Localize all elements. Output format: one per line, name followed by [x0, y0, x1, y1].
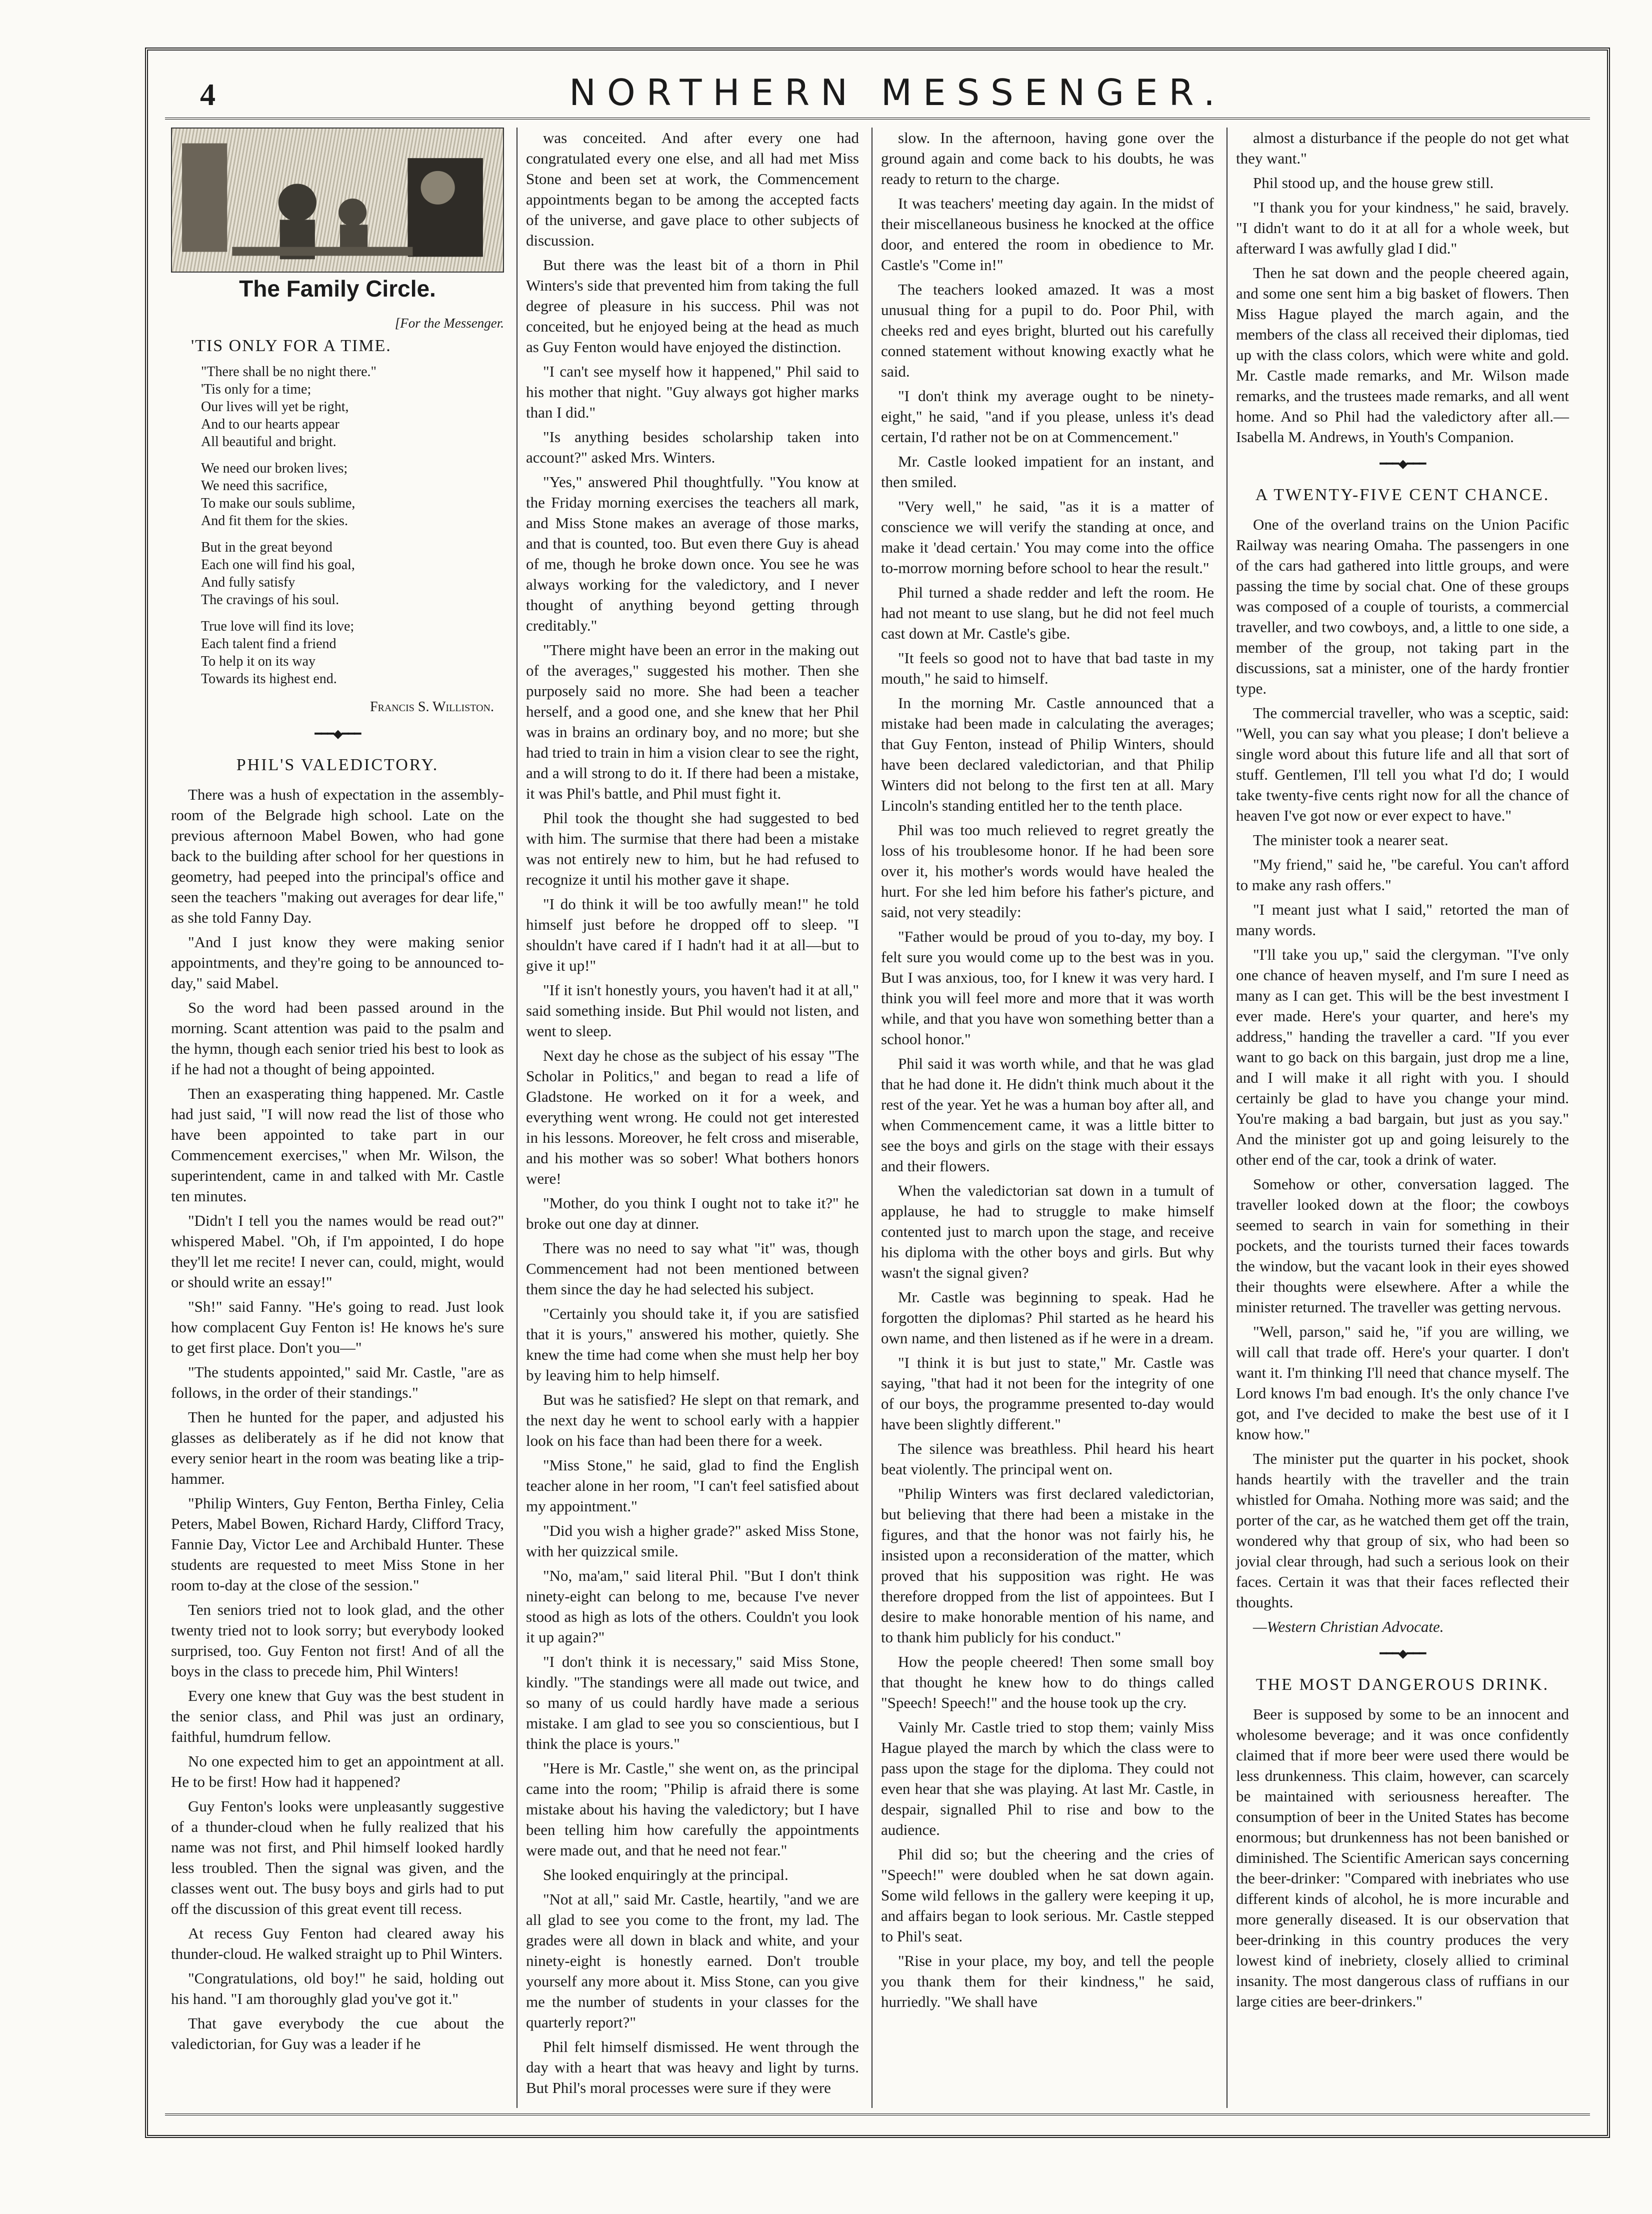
poem-line: "There shall be no night there." [201, 364, 376, 380]
poem-line: 'Tis only for a time; [201, 382, 312, 397]
article-source: —Western Christian Advocate. [1253, 1618, 1444, 1635]
poem-line: The cravings of his soul. [201, 592, 340, 608]
article-paragraph: "Very well," he said, "as it is a matter of conscience we will verify the standing at once, and make it 'dead certain.' You may come into the office to-morrow morning before school to hear the result." [881, 498, 1214, 577]
article-paragraph: "I think it is but just to state," Mr. Castle was saying, "that had it not been for the integrity of one of our boys, the programme presented to-day would have been slightly different." [881, 1354, 1214, 1433]
article-paragraph: "Did you wish a higher grade?" asked Miss Stone, with her quizzical smile. [526, 1522, 859, 1560]
article-paragraph: No one expected him to get an appointment at all. He to be first! How had it happened? [171, 1752, 504, 1790]
poem-line: Each one will find his goal, [201, 557, 355, 573]
poem-line: Our lives will yet be right, [201, 399, 349, 415]
article-paragraph: "The students appointed," said Mr. Castle, "are as follows, in the order of their standings." [171, 1363, 504, 1401]
article-paragraph: Vainly Mr. Castle tried to stop them; vainly Miss Hague played the march by which the class were to pass upon the stage for the diploma. They could not even hear that she was playing. At last Mr. Castle, in despair, signalled Phil to rise and bow to the audience. [881, 1718, 1214, 1838]
column-rule [1226, 128, 1228, 2108]
poem-stanza [201, 539, 504, 609]
poem-line: True love will find its love; [201, 619, 354, 634]
article-paragraph: "Rise in your place, my boy, and tell the people you thank them for their kindness," he said, hurriedly. "We shall have [881, 1952, 1214, 2010]
article-paragraph: Mr. Castle looked impatient for an instant, and then smiled. [881, 453, 1214, 491]
article-paragraph: "Certainly you should take it, if you are satisfied that it is yours," answered his mother, quietly. She knew the time had come when she must help her boy by leaving him to help himself. [526, 1305, 859, 1384]
article-paragraph: The minister took a nearer seat. [1253, 831, 1448, 849]
article-paragraph: That gave everybody the cue about the valedictorian, for Guy was a leader if he [171, 2014, 504, 2052]
article-paragraph: "Here is Mr. Castle," she went on, as the principal came into the room; "Philip is afraid there is some mistake about his having the valedictory; but I have been telling him how carefully the appointments were made out, and that he need not fear." [526, 1759, 859, 1859]
article-title: PHIL'S VALEDICTORY. [236, 756, 439, 774]
article-paragraph: "And I just know they were making senior appointments, and they're going to be announced to-day," said Mabel. [171, 933, 504, 992]
article-paragraph: There was no need to say what "it" was, though Commencement had not been mentioned between them since the day he had selected his subject. [526, 1239, 859, 1298]
article-paragraph: Then he hunted for the paper, and adjusted his glasses as deliberately as if he did not know that every senior heart in the room was beating like a trip-hammer. [171, 1408, 504, 1487]
ornament-divider: ━━━◆━━━ [1380, 458, 1426, 471]
article-paragraph: "If it isn't honestly yours, you haven't had it at all," said something inside. But Phil would not listen, and went to sleep. [526, 981, 859, 1040]
article-paragraph: "Yes," answered Phil thoughtfully. "You know at the Friday morning exercises the teachers all mark, and Miss Stone makes an average of those marks, and that is counted, too. But even there Guy is ahead of me, though he broke down once. You see he was always working for the valedictory, and I never thought of anything beyond getting through creditably." [526, 473, 859, 634]
article-paragraph: "Well, parson," said he, "if you are willing, we will call that trade off. Here's your quarter. I don't want it. I'm thinking I'll need that chance myself. The Lord knows I'm bad enough. It's the only chance I've got, and I've decided to make the best use of it I know how." [1236, 1323, 1569, 1443]
article-paragraph: Phil said it was worth while, and that he was glad that he had done it. He didn't think much about it the rest of the year. Yet he was a human boy after all, and when Commencement came, it was a little bitter to see the boys and girls on the stage with their essays and their flowers. [881, 1055, 1214, 1175]
poem-line: Towards its highest end. [201, 671, 337, 687]
poem-line: And to our hearts appear [201, 417, 340, 432]
footer-rule [165, 2113, 1590, 2119]
article-body [526, 128, 859, 2098]
poem-author: Francis S. Williston. [370, 699, 494, 715]
article-body [881, 128, 1214, 2012]
article-body [171, 784, 504, 2054]
article-body [1236, 1704, 1569, 2011]
column-2 [520, 128, 865, 2108]
ornament-divider: ━━━◆━━━ [314, 728, 360, 741]
article-paragraph: "No, ma'am," said literal Phil. "But I don't think ninety-eight can belong to me, because I've never stood as high as lots of the others. Couldn't you look it up again?" [526, 1567, 859, 1646]
page-number: 4 [200, 78, 216, 112]
poem-line: We need our broken lives; [201, 461, 348, 476]
article-paragraph: Phil turned a shade redder and left the room. He had not meant to use slang, but he did not feel much cast down at Mr. Castle's gibe. [881, 584, 1214, 642]
article-paragraph: Every one knew that Guy was the best student in the senior class, and Phil was just an ordinary, faithful, humdrum fellow. [171, 1687, 504, 1745]
column-3 [875, 128, 1220, 2108]
page-header [165, 63, 1590, 120]
article-paragraph: Then he sat down and the people cheered again, and some one sent him a big basket of flowers. Then Miss Hague played the march again, and the members of the class all received their diplomas, tied up with the class colors, which were white and gold. Mr. Castle made remarks, and Mr. Wilson made remarks, and the trustees made remarks, and all went home. And so Phil had the valedictory after all.— Isabella M. Andrews, in Youth's Companion. [1236, 264, 1569, 446]
article-paragraph: "Didn't I tell you the names would be read out?" whispered Mabel. "Oh, if I'm appointed, I do hope they'll let me recite! I never can, could, might, would or should write an essay!" [171, 1212, 504, 1291]
column-4 [1230, 128, 1575, 2108]
column-rule [516, 128, 518, 2108]
article-paragraph: There was a hush of expectation in the assembly-room of the Belgrade high school. Late on the previous afternoon Mabel Bowen, who had gone back to the building after school for her questions in geometry, had peeped into the principal's office and seen the teachers "making out averages for dear life," as she told Fanny Day. [171, 786, 504, 926]
article-paragraph: Ten seniors tried not to look glad, and the other twenty tried not to look sorry; but everybody looked surprised, too. Guy Fenton not first! And of all the boys in the class to precede him, Phil Winters! [171, 1601, 504, 1680]
article-body [1236, 128, 1569, 447]
column-1 [165, 128, 510, 2108]
article-paragraph: "I can't see myself how it happened," Phil said to his mother that night. "Guy always got higher marks than I did." [526, 363, 859, 421]
poem-line: All beautiful and bright. [201, 434, 336, 450]
article-paragraph: "Is anything besides scholarship taken into account?" asked Mrs. Winters. [526, 428, 859, 466]
article-paragraph: "I meant just what I said," retorted the man of many words. [1236, 901, 1569, 939]
article-body [1236, 514, 1569, 1612]
article-title: A TWENTY-FIVE CENT CHANCE. [1255, 486, 1550, 504]
article-paragraph: Phil stood up, and the house grew still. [1253, 174, 1494, 192]
article-paragraph: "Philip Winters, Guy Fenton, Bertha Finley, Celia Peters, Mabel Bowen, Richard Hardy, Clifford Tracy, Fannie Day, Victor Lee and Archibald Hunter. These students are requested to meet Miss Stone in her room to-day at the close of the session." [171, 1494, 504, 1594]
article-paragraph: Next day he chose as the subject of his essay "The Scholar in Politics," and began to read a life of Gladstone. He worked on it for a week, and everything went wrong. He could not get interested in his lessons. Moreover, he felt cross and miserable, and his mother was so sober! What bothers honors were! [526, 1047, 859, 1187]
poem-credit: [For the Messenger. [394, 316, 504, 331]
article-paragraph: Phil took the thought she had suggested to bed with him. The surmise that there had been a mistake was not entirely new to him, but he had refused to recognize it until his mother gave it shape. [526, 809, 859, 888]
poem-stanza [201, 618, 504, 688]
article-paragraph: slow. In the afternoon, having gone over the ground again and come back to his doubts, he was ready to return to the charge. [881, 129, 1214, 188]
article-paragraph: Mr. Castle was beginning to speak. Had he forgotten the diplomas? Phil started as he heard his own name, and then listened as if he were in a dream. [881, 1288, 1214, 1347]
article-paragraph: "I don't think my average ought to be ninety-eight," he said, "and if you please, unless it's dead certain, I'd rather not be on at Commencement." [881, 387, 1214, 446]
article-paragraph: Guy Fenton's looks were unpleasantly suggestive of a thunder-cloud when he fully realized that his name was not first, and Phil himself looked hardly less troubled. Then the signal was given, and the classes went out. The busy boys and girls had to put off the discussion of this great event till recess. [171, 1797, 504, 1917]
article-paragraph: Then an exasperating thing happened. Mr. Castle had just said, "I will now read the list of those who have been appointed to take part in our Commencement exercises," when Mr. Wilson, the superintendent, came in and talked with Mr. Castle ten minutes. [171, 1085, 504, 1205]
article-paragraph: One of the overland trains on the Union Pacific Railway was nearing Omaha. The passengers in one of the cars had gathered into little groups, and were passing the time by social chat. One of these groups was composed of a couple of tourists, a commercial traveller, and two cowboys, and, a little to one side, a member of the group, not taking part in the discussions, sat a minister, one of the hardy frontier type. [1236, 516, 1569, 697]
article-paragraph: In the morning Mr. Castle announced that a mistake had been made in calculating the averages; that Guy Fenton, instead of Philip Winters, should have been declared valedictorian, and that Philip Winters did not belong to the first ten at all. Mary Lincoln's standing entitled her to the tenth place. [881, 694, 1214, 814]
article-paragraph: "Mother, do you think I ought not to take it?" he broke out one day at dinner. [526, 1194, 859, 1232]
article-paragraph: But was he satisfied? He slept on that remark, and the next day he went to school early with a happier look on his face than had been there for a week. [526, 1391, 859, 1449]
article-paragraph: But there was the least bit of a thorn in Phil Winters's side that prevented him from taking the full degree of pleasure in his success. Phil was not conceited, but he enjoyed being at the head as much as Guy Fenton would have enjoyed the distinction. [526, 256, 859, 356]
article-paragraph: When the valedictorian sat down in a tumult of applause, he had to struggle to make himself contented just to march upon the stage, and receive his diploma with the other boys and girls. But why wasn't the signal given? [881, 1182, 1214, 1281]
article-paragraph: Beer is supposed by some to be an innocent and wholesome beverage; and it was once confidently claimed that if more beer were used there would be less drunkenness. This claim, however, can scarcely be maintained with seriousness hereafter. The consumption of beer in the United States has become enormous; but drunkenness has not been banished or diminished. The Scientific American says concerning the beer-drinker: "Compared with inebriates who use different kinds of alcohol, he is more incurable and more generally diseased. It is our observation that beer-drinking in this country produces the very lowest kind of inebriety, closely allied to criminal insanity. The most dangerous class of ruffians in our large cities are beer-drinkers." [1236, 1705, 1569, 2010]
article-paragraph: The silence was breathless. Phil heard his heart beat violently. The principal went on. [881, 1440, 1214, 1478]
article-paragraph: was conceited. And after every one had congratulated every one else, and all had met Miss Stone and been set at work, the Commencement appointments began to be among the accepted facts of the universe, and gave place to other subjects of discussion. [526, 129, 859, 249]
article-paragraph: So the word had been passed around in the morning. Scant attention was paid to the psalm and the hymn, though each senior tried his best to look as if he had not a thought of being appointed. [171, 999, 504, 1078]
article-paragraph: At recess Guy Fenton had cleared away his thunder-cloud. He walked straight up to Phil Winters. [171, 1924, 504, 1962]
article-paragraph: "My friend," said he, "be careful. You can't afford to make any rash offers." [1236, 856, 1569, 894]
poem-stanza [201, 363, 504, 451]
article-paragraph: Phil felt himself dismissed. He went through the day with a heart that was heavy and light by turns. But Phil's moral processes were sure if they were [526, 2038, 859, 2096]
article-paragraph: "Sh!" said Fanny. "He's going to read. Just look how complacent Guy Fenton is! He knows he's sure to get first place. Don't you—" [171, 1298, 504, 1356]
article-paragraph: almost a disturbance if the people do not get what they want." [1236, 129, 1569, 167]
poem-line: But in the great beyond [201, 540, 332, 555]
poem-title: 'TIS ONLY FOR A TIME. [191, 337, 392, 355]
article-paragraph: "I don't think it is necessary," said Miss Stone, kindly. "The standings were all made out twice, and so many of us could hardly have made a serious mistake. I am glad to see you so conscientious, but I think the place is yours." [526, 1653, 859, 1752]
article-paragraph: "Congratulations, old boy!" he said, holding out his hand. "I am thoroughly glad you've got it." [171, 1969, 504, 2007]
poem-line: To help it on its way [201, 654, 316, 669]
article-title: THE MOST DANGEROUS DRINK. [1256, 1675, 1550, 1694]
article-paragraph: "Philip Winters was first declared valedictorian, but believing that there had been a mistake in the figures, and that the honor was not fairly his, he insisted upon a reconsideration of the matter, which proved that his supposition was right. He was therefore dropped from the list of appointees. But I desire to make honorable mention of his name, and to thank him publicly for his conduct." [881, 1485, 1214, 1646]
poem [201, 363, 504, 688]
article-paragraph: "I thank you for your kindness," he said, bravely. "I didn't want to do it at all for a whole week, but afterward I was awfully glad I did." [1236, 199, 1569, 257]
poem-line: We need this sacrifice, [201, 478, 328, 494]
article-paragraph: The commercial traveller, who was a sceptic, said: "Well, you can say what you please; I don't believe a single word about this future life and all that sort of stuff. Gentlemen, I'll tell you what I'd do; I would take twenty-five cents right now for all the chance of heaven I've got now or ever expect to have." [1236, 704, 1569, 824]
article-paragraph: "Miss Stone," he said, glad to find the English teacher alone in her room, "I can't feel satisfied about my appointment." [526, 1456, 859, 1515]
article-paragraph: "Not at all," said Mr. Castle, heartily, "and we are all glad to see you come to the front, my lad. The grades were all down in black and white, and your ninety-eight is honestly earned. Don't trouble yourself any more about it. Miss Stone, can you give me the number of students in your classes for the quarterly report?" [526, 1890, 859, 2031]
article-paragraph: The teachers looked amazed. It was a most unusual thing for a pupil to do. Poor Phil, with cheeks red and eyes bright, blurted out his carefully conned statement without knowing exactly what he said. [881, 281, 1214, 380]
article-paragraph: "Father would be proud of you to-day, my boy. I felt sure you would come up to the best was in you. But I was anxious, too, for I knew it was very hard. I think you will feel more and more that it was worth while, and that you have won something better than a school honor." [881, 928, 1214, 1048]
article-paragraph: She looked enquiringly at the principal. [543, 1866, 788, 1883]
poem-line: And fit them for the skies. [201, 513, 348, 529]
poem-line: Each talent find a friend [201, 636, 336, 652]
poem-line: And fully satisfy [201, 575, 296, 590]
article-paragraph: Phil was too much relieved to regret greatly the loss of his troublesome honor. If he had been sore over it, his mother's words would have healed the hurt. For she led him before his father's picture, and said, not very steadily: [881, 821, 1214, 921]
article-paragraph: "I do think it will be too awfully mean!" he told himself just before he dropped off to sleep. "I shouldn't have cared if I hadn't had it at all—but to give it up!" [526, 895, 859, 974]
ornament-divider: ━━━◆━━━ [1380, 1647, 1426, 1660]
article-paragraph: How the people cheered! Then some small boy that thought he knew how to do things called "Speech! Speech!" and the house took up the cry. [881, 1653, 1214, 1711]
section-title: The Family Circle. [239, 276, 436, 302]
article-paragraph: "It feels so good not to have that bad taste in my mouth," he said to himself. [881, 649, 1214, 687]
article-paragraph: "I'll take you up," said the clergyman. "I've only one chance of heaven myself, and I'm sure I need as many as I can get. This will be the best investment I ever made. Here's your quarter, and here's my address," handing the traveller a card. "If you ever want to go back on this bargain, just drop me a line, and I will make it all right with you. I should certainly be glad to have you change your mind. You're making a bad bargain, but just as you say." And the minister got up and going leisurely to the other end of the car, took a drink of water. [1236, 946, 1569, 1168]
article-paragraph: "There might have been an error in the making out of the averages," suggested his mother. Then she purposely said no more. She had been a teacher herself, and a good one, and she knew that her Phil was in brains an ordinary boy, and no more; but she had tried to train in him a vision clear to see the right, and a will strong to do it. If there had been a mistake, it was Phil's battle, and Phil must fight it. [526, 641, 859, 802]
article-paragraph: The minister put the quarter in his pocket, shook hands heartily with the traveller and the train whistled for Omaha. Nothing more was said; and the porter of the car, as he watched them get off the train, wondered why that group of six, who had been so jovial clear through, had such a serious look on their faces. Certain it was that their faces reflected their thoughts. [1236, 1450, 1569, 1611]
poem-stanza [201, 460, 504, 530]
family-circle-illustration [171, 128, 504, 273]
article-paragraph: It was teachers' meeting day again. In the midst of their miscellaneous business he knocked at the office door, and entered the room in obedience to Mr. Castle's "Come in!" [881, 195, 1214, 274]
poem-line: To make our souls sublime, [201, 496, 356, 511]
masthead-title: NORTHERN MESSENGER. [569, 72, 1226, 114]
article-paragraph: Phil did so; but the cheering and the cries of "Speech!" were doubled when he sat down again. Some wild fellows in the gallery were keeping it up, and affairs began to look serious. Mr. Castle stepped to Phil's seat. [881, 1845, 1214, 1945]
article-paragraph: Somehow or other, conversation lagged. The traveller looked down at the floor; the cowboys seemed to search in vain for something in their pockets, and the tourists turned their faces towards the window, but the vacant look in their eyes showed their thoughts were elsewhere. After a while the minister returned. The traveller was getting nervous. [1236, 1175, 1569, 1316]
